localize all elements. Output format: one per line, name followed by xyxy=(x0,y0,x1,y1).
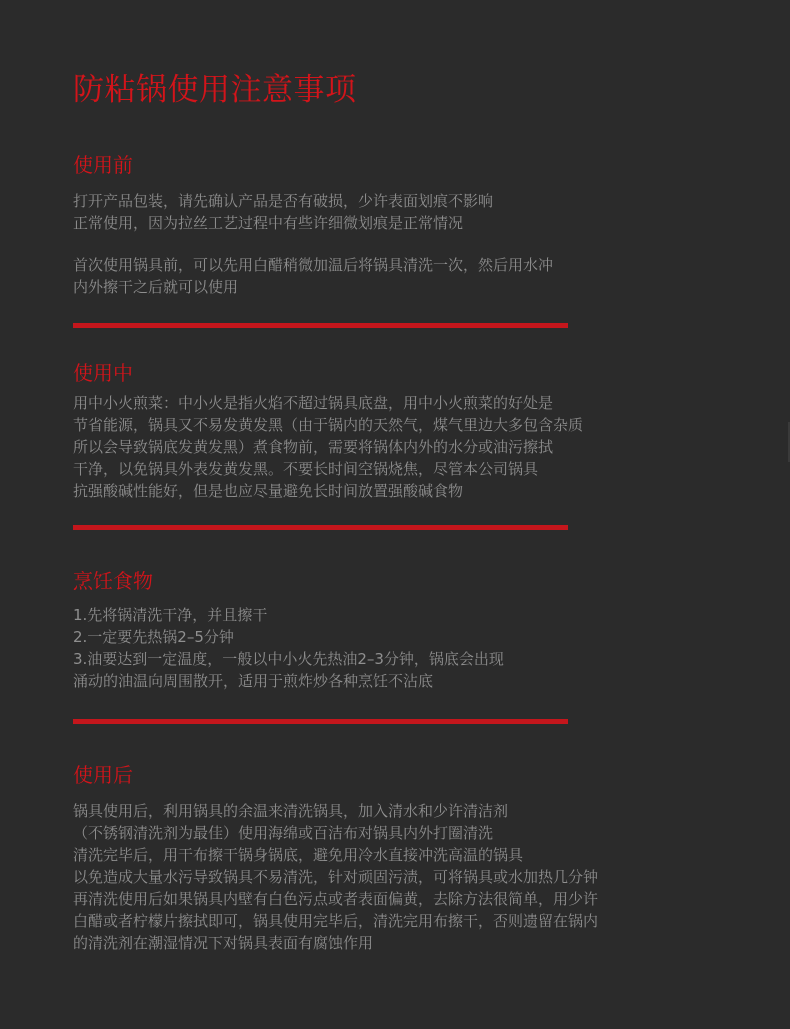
text-line: 白醋或者柠檬片擦拭即可，锅具使用完毕后，清洗完用布擦干，否则遗留在锅内 xyxy=(73,912,599,930)
paragraph xyxy=(73,392,713,502)
section-divider xyxy=(73,525,568,530)
section-heading: 使用后 xyxy=(73,763,133,787)
text-line: 节省能源，锅具又不易发黄发黑（由于锅内的天然气，煤气里边大多包含杂质 xyxy=(73,416,584,434)
paragraph xyxy=(73,254,713,298)
text-line: 内外擦干之后就可以使用 xyxy=(73,278,239,296)
text-line: 首次使用锅具前，可以先用白醋稍微加温后将锅具清洗一次，然后用水冲 xyxy=(73,256,554,274)
section-heading: 使用中 xyxy=(73,361,133,385)
paragraph xyxy=(73,604,713,692)
text-line: 1.先将锅清洗干净，并且擦干 xyxy=(73,606,268,624)
section-divider xyxy=(73,719,568,724)
section-heading: 使用前 xyxy=(73,153,133,177)
section-after-use xyxy=(73,761,713,954)
section-before-use xyxy=(73,151,713,298)
section-divider xyxy=(73,323,568,328)
paragraph xyxy=(73,190,713,234)
text-line: 的清洗剂在潮湿情况下对锅具表面有腐蚀作用 xyxy=(73,934,374,952)
text-line: 锅具使用后，利用锅具的余温来清洗锅具，加入清水和少许清洁剂 xyxy=(73,802,509,820)
text-line: 打开产品包装，请先确认产品是否有破损，少许表面划痕不影响 xyxy=(73,192,494,210)
text-line: 清洗完毕后，用干布擦干锅身锅底，避免用冷水直接冲洗高温的锅具 xyxy=(73,846,524,864)
section-during-use xyxy=(73,359,713,502)
text-line: 3.油要达到一定温度，一般以中小火先热油2–3分钟，锅底会出现 xyxy=(73,650,504,668)
text-line: 用中小火煎菜：中小火是指火焰不超过锅具底盘，用中小火煎菜的好处是 xyxy=(73,394,554,412)
text-line: 再清洗使用后如果锅具内壁有白色污点或者表面偏黄，去除方法很简单，用少许 xyxy=(73,890,599,908)
text-line: 2.一定要先热锅2–5分钟 xyxy=(73,628,234,646)
text-line: 正常使用，因为拉丝工艺过程中有些许细微划痕是正常情况 xyxy=(73,214,464,232)
text-line: 干净，以免锅具外表发黄发黑。不要长时间空锅烧焦，尽管本公司锅具 xyxy=(73,460,539,478)
text-line: 以免造成大量水污导致锅具不易清洗，针对顽固污渍，可将锅具或水加热几分钟 xyxy=(73,868,599,886)
text-line: 抗强酸碱性能好，但是也应尽量避免长时间放置强酸碱食物 xyxy=(73,482,464,500)
paragraph xyxy=(73,800,713,954)
text-line: 所以会导致锅底发黄发黑）煮食物前，需要将锅体内外的水分或油污擦拭 xyxy=(73,438,554,456)
page-title: 防粘锅使用注意事项 xyxy=(73,72,357,108)
section-heading: 烹饪食物 xyxy=(73,569,153,593)
section-cooking xyxy=(73,567,713,692)
text-line: （不锈钢清洗剂为最佳）使用海绵或百洁布对锅具内外打圈清洗 xyxy=(73,824,494,842)
text-line: 涌动的油温向周围散开，适用于煎炸炒各种烹饪不沾底 xyxy=(73,672,434,690)
